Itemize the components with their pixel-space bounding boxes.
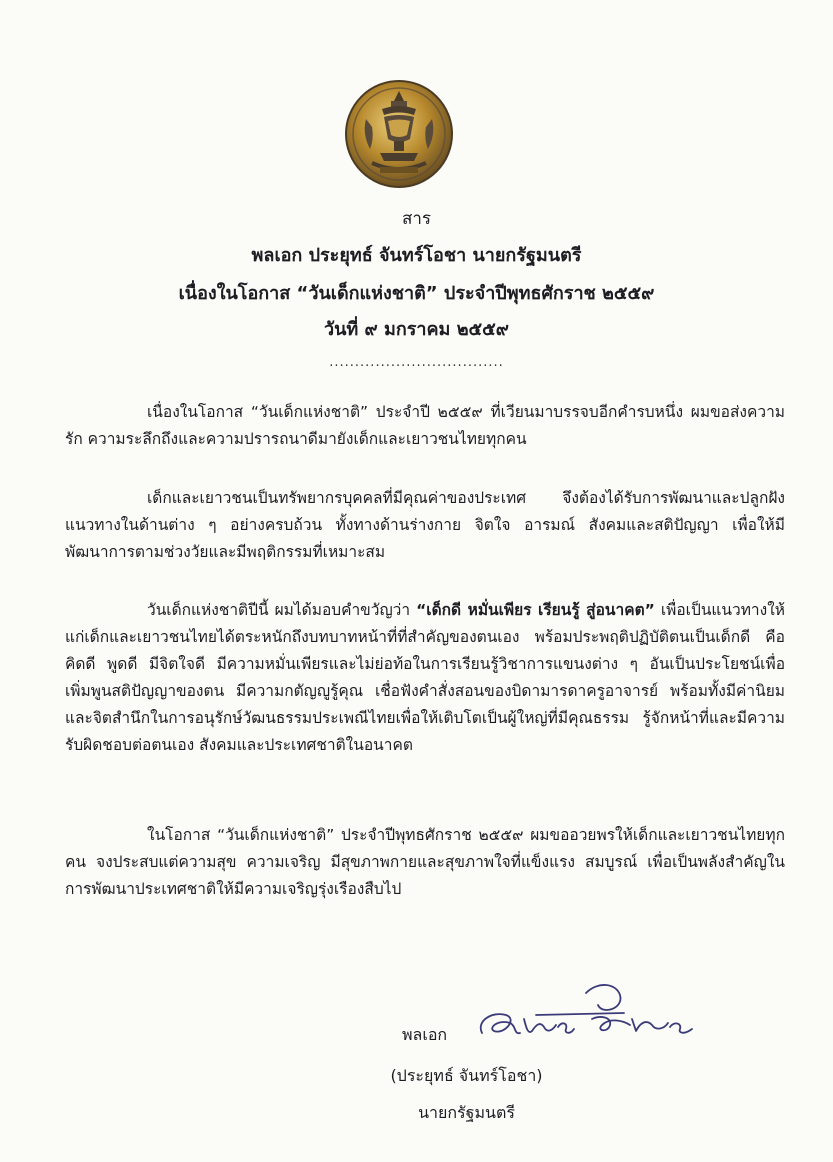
signatory-position: นายกรัฐมนตรี <box>418 1103 515 1122</box>
signature-icon <box>474 975 699 1055</box>
seal-icon <box>344 79 454 189</box>
paragraph-3 <box>65 597 785 759</box>
paragraph-3-body: เพื่อเป็นแนวทางให้แก่เด็กและเยาวชนไทยได้ตระหนักถึงบทบาทหน้าที่ที่สำคัญของตนเอง พร้อมประพฤติปฏิบัติตนเป็นเด็กดี คือ คิดดี พูดดี มีจิตใจดี มีความหมั่นเพียรและไม่ย่อท้อในการเรียนรู้วิชาการแขนงต่าง ๆ อันเป็นประโยชน์เพื่อเพิ่มพูนสติปัญญาของตน มีความกตัญญูรู้คุณ เชื่อฟังคำสั่งสอนของบิดามารดาครูอาจารย์ พร้อมทั้งมีค่านิยมและจิตสำนึกในการอนุรักษ์วัฒนธรรมประเพณีไทยเพื่อให้เติบโตเป็นผู้ใหญ่ที่มีคุณธรรม รู้จักหน้าที่และมีความรับผิดชอบต่อตนเอง สังคมและประเทศชาติในอนาคต <box>65 601 785 754</box>
paragraph-3-intro: วันเด็กแห่งชาติปีนี้ ผมได้มอบคำขวัญว่า <box>147 601 417 619</box>
signatory-name: (ประยุทธ์ จันทร์โอชา) <box>390 1066 543 1085</box>
separator-dots: .................................. <box>329 355 504 370</box>
handwritten-signature <box>474 975 699 1055</box>
children-day-motto: “เด็กดี หมั่นเพียร เรียนรู้ สู่อนาคต” <box>416 601 655 619</box>
paragraph-4: ในโอกาส “วันเด็กแห่งชาติ” ประจำปีพุทธศักราช ๒๕๕๙ ผมขออวยพรให้เด็กและเยาวชนไทยทุกคน จงประสบแต่ความสุข ความเจริญ มีสุขภาพกายและสุขภาพใจที่แข็งแรง สมบูรณ์ เพื่อเป็นพลังสำคัญในการพัฒนาประเทศชาติให้มีความเจริญรุ่งเรืองสืบไป <box>65 826 785 898</box>
occasion-line: เนื่องในโอกาส “วันเด็กแห่งชาติ” ประจำปีพุทธศักราช ๒๕๕๙ <box>178 283 655 304</box>
message-label: สาร <box>401 209 432 229</box>
emblem-seal <box>344 79 454 189</box>
paragraph-1: เนื่องในโอกาส “วันเด็กแห่งชาติ” ประจำปี ๒๕๕๙ ที่เวียนมาบรรจบอีกคำรบหนึ่ง ผมขอส่งความรัก ความระลึกถึงและความปรารถนาดีมายังเด็กและเยาวชนไทยทุกคน <box>65 403 785 448</box>
signatory-rank: พลเอก <box>402 1025 448 1044</box>
paragraph-2: เด็กและเยาวชนเป็นทรัพยากรบุคคลที่มีคุณค่าของประเทศ จึงต้องได้รับการพัฒนาและปลูกฝังแนวทางในด้านต่าง ๆ อย่างครบถ้วน ทั้งทางด้านร่างกาย จิตใจ อารมณ์ สังคมและสติปัญญา เพื่อให้มีพัฒนาการตามช่วงวัยและมีพฤติกรรมที่เหมาะสม <box>65 489 785 561</box>
date-line: วันที่ ๙ มกราคม ๒๕๕๙ <box>323 319 509 340</box>
author-line: พลเอก ประยุทธ์ จันทร์โอชา นายกรัฐมนตรี <box>251 245 582 266</box>
